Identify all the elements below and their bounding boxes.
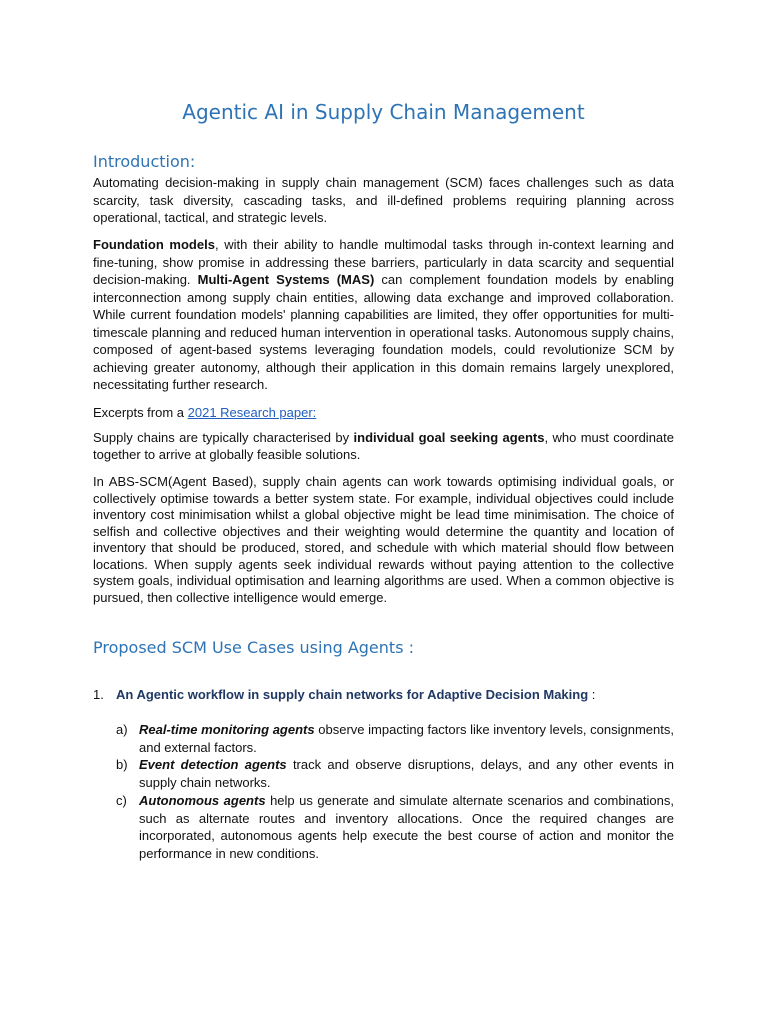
subitem-c-description: help us generate and simulate alternate scenarios and combinations, such as alternate routes and inventory allocations. Once the required changes are incorporated, autonomous agents help execute the best course of action and monitor the performance in new conditions.: [139, 793, 674, 861]
intro-paragraph-1: Automating decision-making in supply chain management (SCM) faces challenges such as data scarcity, task diversity, cascading tasks, and ill-defined problems requiring planning across operational, tactical, and strategic levels.: [93, 175, 674, 225]
research-paper-link[interactable]: 2021 Research paper:: [187, 405, 317, 420]
subitem-b-label: b): [116, 757, 128, 772]
subitem-c-term: Autonomous agents: [139, 793, 266, 808]
subitem-b-term: Event detection agents: [139, 757, 287, 772]
foundation-models-term: Foundation models: [93, 237, 215, 252]
intro-paragraph-4-text-1: Supply chains are typically characterised by: [93, 430, 354, 445]
mas-term: Multi-Agent Systems (MAS): [197, 272, 375, 287]
subitem-c-text: [139, 792, 674, 862]
goal-seeking-agents-term: individual goal seeking agents: [353, 430, 545, 445]
use-case-1-suffix: :: [588, 687, 596, 702]
intro-paragraph-4: [93, 430, 674, 463]
subitem-b-text: [139, 756, 674, 791]
intro-paragraph-2-text-1: , with their ability to handle multimodal tasks through in-context learning and fine-tuning, show promise in addressing these barriers, particularly in data scarcity and sequential decision-making.: [93, 237, 674, 287]
subitem-a-description: observe impacting factors like inventory levels, consignments, and external factors.: [139, 722, 674, 755]
intro-paragraph-4-text-2: , who must coordinate together to arrive at globally feasible solutions.: [93, 430, 674, 462]
subitem-a-label: a): [116, 722, 128, 737]
use-case-1-title-line: [116, 686, 595, 704]
subitem-b-description: track and observe disruptions, delays, and any other events in supply chain networks.: [139, 757, 674, 790]
intro-paragraph-2: [93, 236, 674, 394]
use-case-1-title: An Agentic workflow in supply chain networks for Adaptive Decision Making: [116, 687, 589, 702]
excerpts-prefix: Excerpts from a: [93, 405, 188, 420]
document-title: Agentic AI in Supply Chain Management: [182, 100, 585, 124]
use-cases-heading: Proposed SCM Use Cases using Agents :: [93, 638, 414, 657]
subitem-a-text: [139, 721, 674, 756]
introduction-heading: Introduction:: [93, 152, 196, 171]
intro-paragraph-2-text-2: can complement foundation models by enabling interconnection among supply chain entities, allowing data exchange and improved collaboration. While current foundation models' planning capabilities are limited, they offer opportunities for multi-timescale planning and reduced human intervention in operational tasks. Autonomous supply chains, composed of agent-based systems leveraging foundation models, could revolutionize SCM by achieving greater autonomy, although their application in this domain remains largely unexplored, necessitating further research.: [93, 272, 674, 392]
excerpts-line: [93, 404, 674, 422]
subitem-a-term: Real-time monitoring agents: [139, 722, 315, 737]
use-case-1-number: 1.: [93, 687, 104, 702]
subitem-c-label: c): [116, 793, 127, 808]
intro-paragraph-5: In ABS-SCM(Agent Based), supply chain agents can work towards optimising individual goals, or collectively optimise towards a better system state. For example, individual objectives could include inventory cost minimisation whilst a global objective might be lead time minimisation. The choice of selfish and collective objectives and their weighting would determine the quantity and location of inventory that should be produced, stored, and schedule with which material should flow between locations. When supply agents seek individual rewards without paying attention to the collective system goals, individual optimisation and learning algorithms are used. When a common objective is pursued, then collective intelligence would emerge.: [93, 474, 674, 605]
